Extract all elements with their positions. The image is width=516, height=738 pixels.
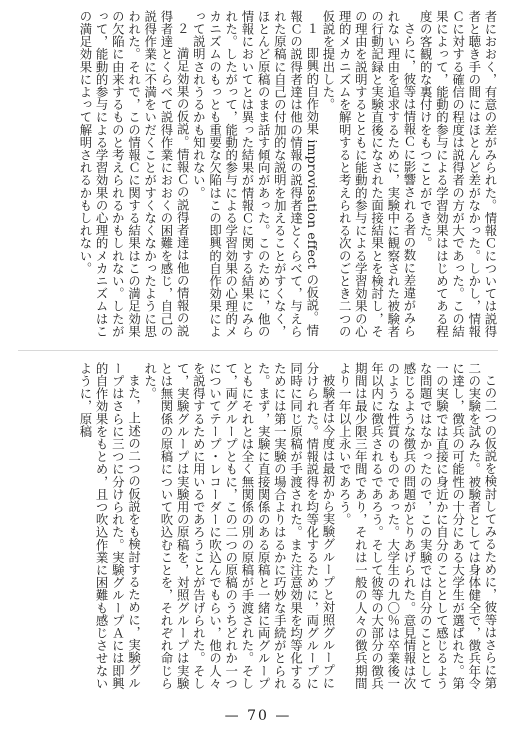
paragraph: 者におおく，有意の差がみられた。情報Ｃについては説得者と聴き手の間にはほとんど差がなかった。しかし，情報Ｃに対する確信の程度は説得者の方が大であった。この結果によって，能動的参与による学習効果ははじめてある程度の客観的な裏付けをもつことができた。	[418, 10, 498, 338]
column-divider	[18, 350, 498, 351]
paragraph: 被験者は今度は最初から実験グループと対照グループに分けられた。情報説得を均等化するために，両グループに同時に同じ原稿が手渡された。また注意効果を均等化するためには第一実験の場合よりはるかに巧妙な手続がとられた。まず，実験に直接関係のある原稿と一緒に両グループともにそれとは全く無関係の別の原稿が手渡された。そして，両グループともに，この二つの原稿のうちどれか一つについてテープ・レコーダーに吹込んでもらい，他の人々を説得するために用いるであろうことが告げられた。そして，実験グループは実験用の原稿を，対照グループは実験とは無関係の原稿について吹込むことを，それぞれ命じられた。	[142, 362, 336, 690]
paragraph-hypothesis-1: １ 即興的自作効果 improvisation effect の仮説。情報Ｃの説得者達は他の情報の説得者達とくらべて，与えられた原稿に自己の付加的な説明を加えることがすくなく，ほとんど原稿のまま話す傾向があった。このために，他の情報においてとは異った結果が情報Ｃに関する結果にみられた。したがって，能動的参与による学習効果の心理的メカニズムのもっとも重要な欠陥はこの即興的自作効果によって説明されうるかも知れない。	[191, 10, 320, 338]
bottom-text-block	[18, 362, 498, 692]
paragraph: さらに，彼等は情報Ｃに影響される者の数に差違がみられない理由を追求するために，実験中に観察された被験者の行動記録と実験直後になされた面接結果とを検討し，その理由を説明するとともに能動的参与による学習効果の心理的メカニズムを解明すると考えられる次のごとき二つの仮説を提出した。	[320, 10, 417, 338]
paragraph-hypothesis-2: ２ 満足効果の仮説。情報Ｃの説得者達は他の情報の説得者達とくらべて説得作業におおくの困難を感じ，自己の説得作業に不満をいだくことがすくなくなかったように思われた。それで，この情報Ｃに関する結果はこの満足効果の欠陥に由来するものと考えられるかもしれない。したがって，能動的参与による学習効果の心理的メカニズムはこの満足効果によって解明されるかもしれない。	[77, 10, 191, 338]
page-number: — 70 —	[224, 708, 292, 724]
paragraph: この二つの仮説を検討してみるために，彼等はさらに第二の実験を試みた。被験者としては身体健全で，徴兵年令に達し，徴兵の可能性の十分にある大学生が選ばれた。第一の実験では直接に身近かに自分のこととして感じるような問題ではなかったので，この実験では自分のこととして感じるような徴兵の問題がとりあげられた。意見情報は次のような性質のものであった。大学生の九〇％は卒業後一年以内に徴兵されるであろう。そして彼等の大部分の徴兵期間は最少限三年間であり，それは一般の人々の徴兵期間より一年以上永いであろう。	[337, 362, 498, 690]
paragraph: また，上述の二つの仮説をも検討するために，実験グループはさらに三つに分けられた。実験グループＡには即興的自作効果をもとめ，且つ吹込作業に困難も感じさせないように，原稿	[77, 362, 142, 690]
top-text-block	[18, 10, 498, 340]
